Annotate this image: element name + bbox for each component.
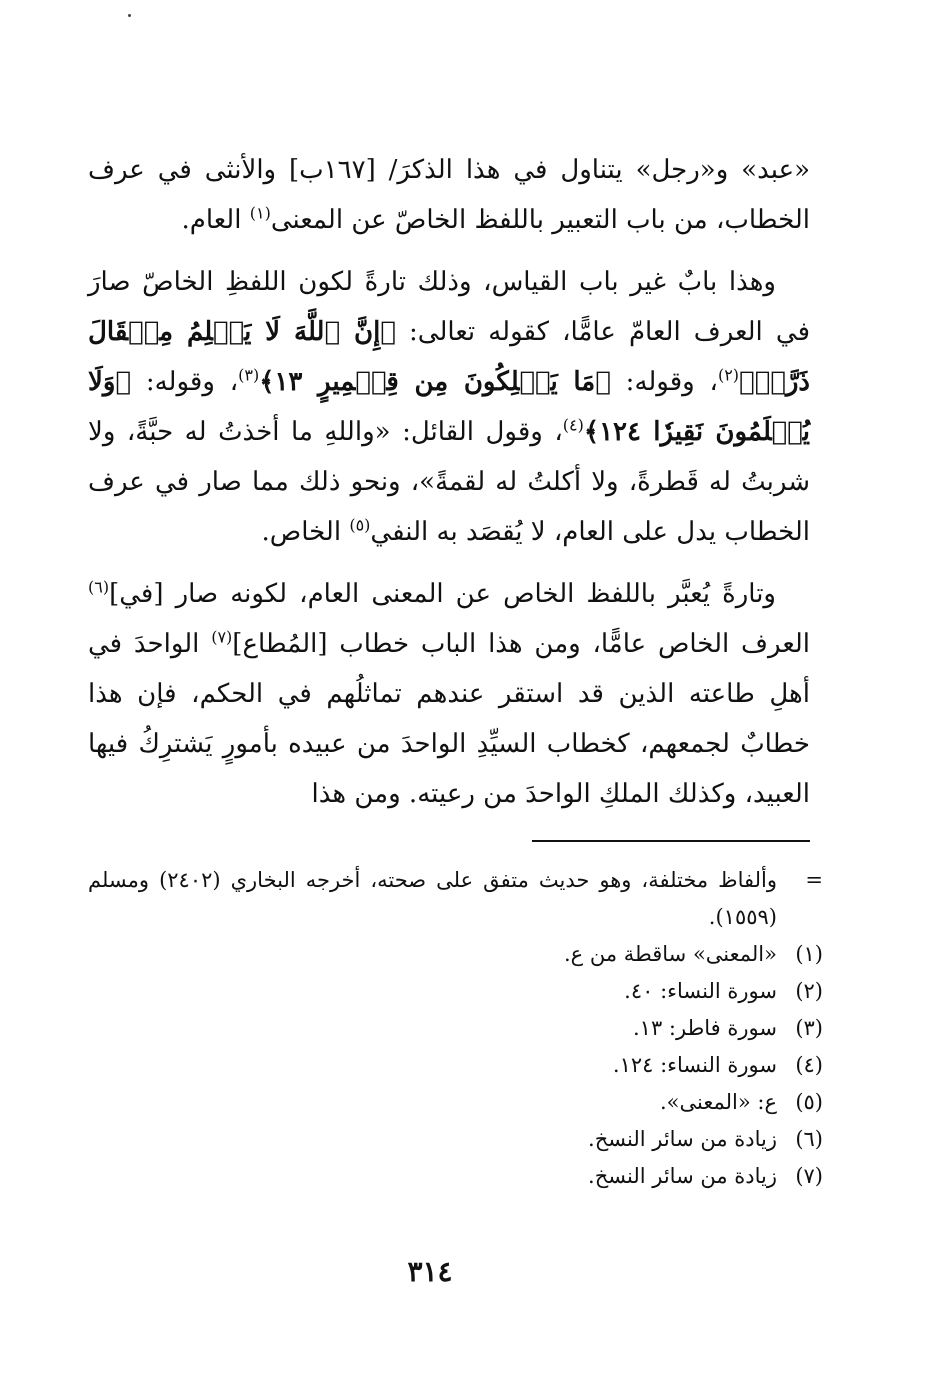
paragraph-3-text-c: الواحدَ في أهلِ طاعته الذين قد استقر عندهم تماثلُهم في الحكم، فإن هذا خطابٌ لجمعهم، كخطاب السيِّدِ الواحدَ من عبيده بأمورٍ يَشترِكُ فيها العبيد، وكذلك الملكِ الواحدَ من رعيته. ومن هذا bbox=[88, 629, 810, 809]
footnotes bbox=[88, 862, 823, 1195]
footnote-text: سورة النساء: ١٢٤. bbox=[612, 1053, 777, 1077]
footnote-item bbox=[88, 1047, 823, 1084]
footnote-divider bbox=[532, 840, 810, 842]
footnote-continuation bbox=[88, 862, 823, 936]
footnote-text: «المعنى» ساقطة من ع. bbox=[563, 942, 777, 966]
footnote-number: (٧) bbox=[795, 1164, 823, 1188]
footnote-item bbox=[88, 973, 823, 1010]
paragraph-1-text-a: «عبد» و«رجل» يتناول في هذا الذكرَ/ [١٦٧ب] والأنثى في عرف الخطاب، من باب التعبير باللفظ الخاصّ عن المعنى bbox=[88, 155, 810, 235]
footnote-ref-1: (١) bbox=[249, 203, 271, 223]
footnote-ref-2: (٢) bbox=[717, 365, 740, 385]
paragraph-2 bbox=[88, 257, 810, 557]
footnote-text: ع: «المعنى». bbox=[660, 1090, 777, 1114]
page-number: ٣١٤ bbox=[407, 1255, 453, 1288]
footnote-item bbox=[88, 1084, 823, 1121]
footnote-text: زيادة من سائر النسخ. bbox=[588, 1127, 777, 1151]
scan-speck bbox=[128, 14, 131, 17]
paragraph-2-text-c: ، وقوله: bbox=[131, 367, 239, 397]
footnote-ref-4: (٤) bbox=[562, 415, 584, 435]
paragraph-3 bbox=[88, 569, 810, 819]
paragraph-2-text-d: ، وقول القائل: «واللهِ ما أخذتُ له حبَّةً، ولا شربتُ له قَطرةً، ولا أكلتُ له لقمةً»، ونحو ذلك مما صار في عرف الخطاب يدل على العام، لا يُقصَد به النفي bbox=[88, 417, 810, 547]
paragraph-2-text-a: وهذا بابٌ غير باب القياس، وذلك تارةً لكون اللفظِ الخاصّ صارَ في العرف العامّ عامًّا، كقوله تعالى: bbox=[88, 267, 811, 347]
footnote-item bbox=[88, 936, 823, 973]
quran-verse-3: ﴿وَلَا يُظۡلَمُونَ نَقِيرٗا ١٢٤﴾ bbox=[88, 367, 811, 447]
continuation-text: وألفاظ مختلفة، وهو حديث متفق على صحته، أخرجه البخاري (٢٤٠٢) ومسلم (١٥٥٩). bbox=[88, 868, 778, 929]
footnote-item bbox=[88, 1010, 823, 1047]
footnote-number: (٢) bbox=[795, 979, 823, 1003]
paragraph-3-text-b: العرف الخاص عامًّا، ومن هذا الباب خطاب [المُطاع] bbox=[232, 629, 811, 659]
footnote-number: (٥) bbox=[795, 1090, 823, 1114]
main-text bbox=[88, 145, 810, 819]
quran-verse-2: ﴿مَا يَمۡلِكُونَ مِن قِطۡمِيرٍ ١٣﴾ bbox=[259, 367, 611, 397]
paragraph-2-text-e: الخاص. bbox=[261, 517, 350, 547]
paragraph-3-text-a: وتارةً يُعبَّر باللفظ الخاص عن المعنى العام، لكونه صار [في] bbox=[109, 579, 776, 609]
footnote-ref-3: (٣) bbox=[238, 365, 260, 385]
paragraph-2-text-b: ، وقوله: bbox=[610, 367, 718, 397]
footnote-item bbox=[88, 1121, 823, 1158]
footnote-ref-6: (٦) bbox=[88, 577, 110, 597]
footnote-text: سورة النساء: ٤٠. bbox=[624, 979, 777, 1003]
quran-verse-1: ﴿إِنَّ ٱللَّهَ لَا يَظۡلِمُ مِثۡقَالَ ذَرَّةٖ﴾ bbox=[88, 317, 810, 397]
footnote-number: (٦) bbox=[795, 1127, 823, 1151]
footnote-item bbox=[88, 1158, 823, 1195]
paragraph-1 bbox=[88, 145, 810, 245]
footnote-number: (١) bbox=[795, 942, 823, 966]
footnote-ref-7: (٧) bbox=[211, 627, 233, 647]
footnote-number: (٣) bbox=[795, 1016, 823, 1040]
footnote-number: (٤) bbox=[795, 1053, 823, 1077]
continuation-mark: = bbox=[805, 868, 823, 892]
footnote-text: سورة فاطر: ١٣. bbox=[632, 1016, 777, 1040]
footnote-text: زيادة من سائر النسخ. bbox=[588, 1164, 777, 1188]
footnote-ref-5: (٥) bbox=[349, 515, 371, 535]
paragraph-1-text-b: العام. bbox=[181, 205, 250, 235]
